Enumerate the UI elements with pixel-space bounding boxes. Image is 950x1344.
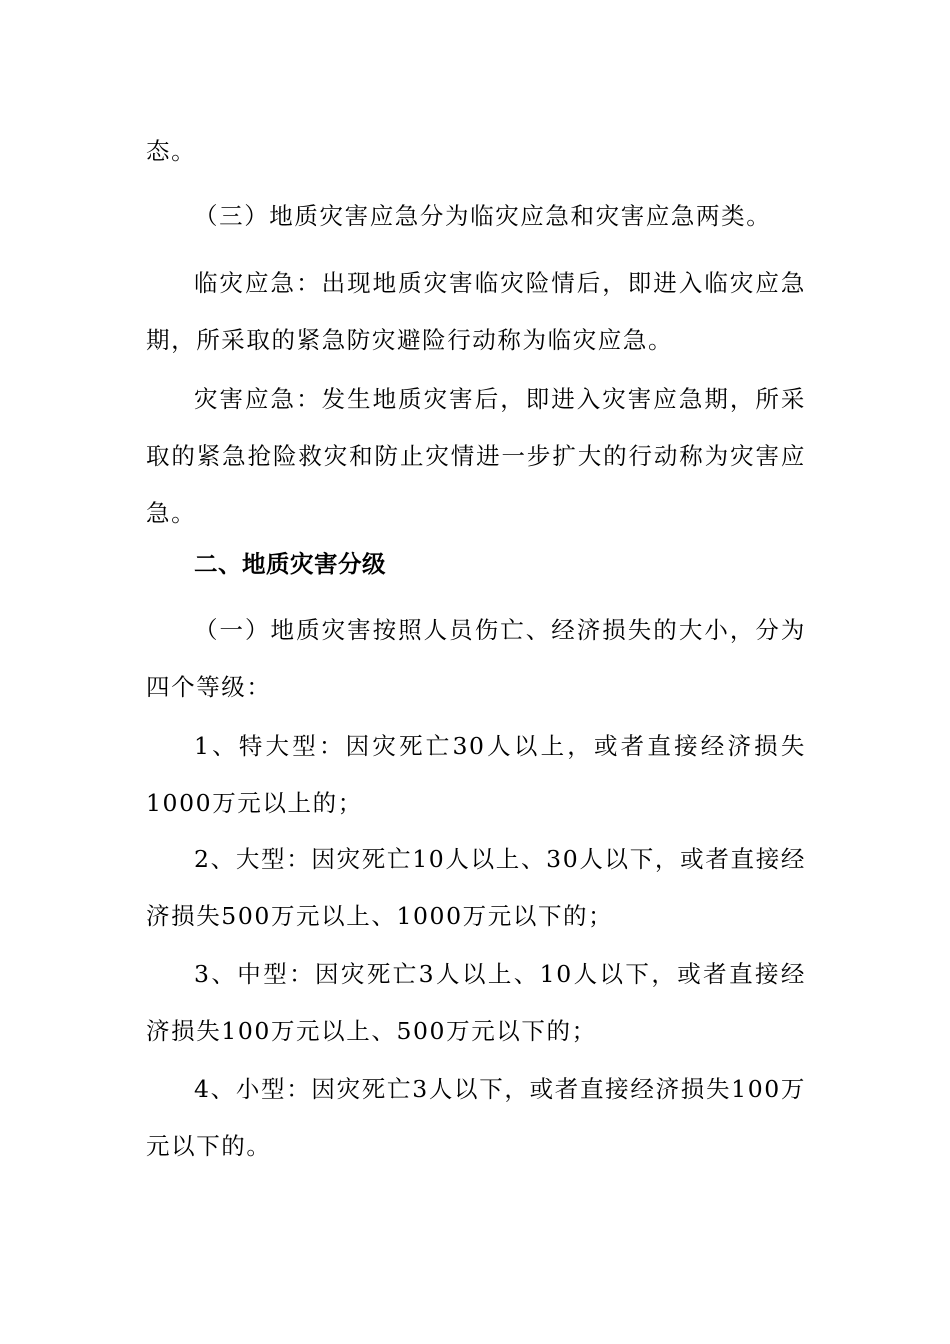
- paragraph-classification-intro: （一）地质灾害按照人员伤亡、经济损失的大小，分为四个等级：: [146, 616, 806, 701]
- paragraph-emergency-types: （三）地质灾害应急分为临灾应急和灾害应急两类。: [194, 202, 772, 230]
- section-heading-classification: 二、地质灾害分级: [194, 550, 386, 578]
- list-item-grade-1: 1、特大型：因灾死亡30人以上，或者直接经济损失1000万元以上的；: [146, 732, 806, 817]
- list-item-grade-2: 2、大型：因灾死亡10人以上、30人以下，或者直接经济损失500万元以上、1000万元以下的；: [146, 845, 806, 930]
- list-item-grade-3: 3、中型：因灾死亡3人以上、10人以下，或者直接经济损失100万元以上、500万元以下的；: [146, 960, 806, 1045]
- paragraph-continuation: 态。: [146, 137, 197, 165]
- list-item-grade-4: 4、小型：因灾死亡3人以下，或者直接经济损失100万元以下的。: [146, 1075, 806, 1160]
- paragraph-disaster-emergency: 灾害应急：发生地质灾害后，即进入灾害应急期，所采取的紧急抢险救灾和防止灾情进一步扩大的行动称为灾害应急。: [146, 385, 806, 527]
- paragraph-imminent-emergency: 临灾应急：出现地质灾害临灾险情后，即进入临灾应急期，所采取的紧急防灾避险行动称为临灾应急。: [146, 269, 806, 354]
